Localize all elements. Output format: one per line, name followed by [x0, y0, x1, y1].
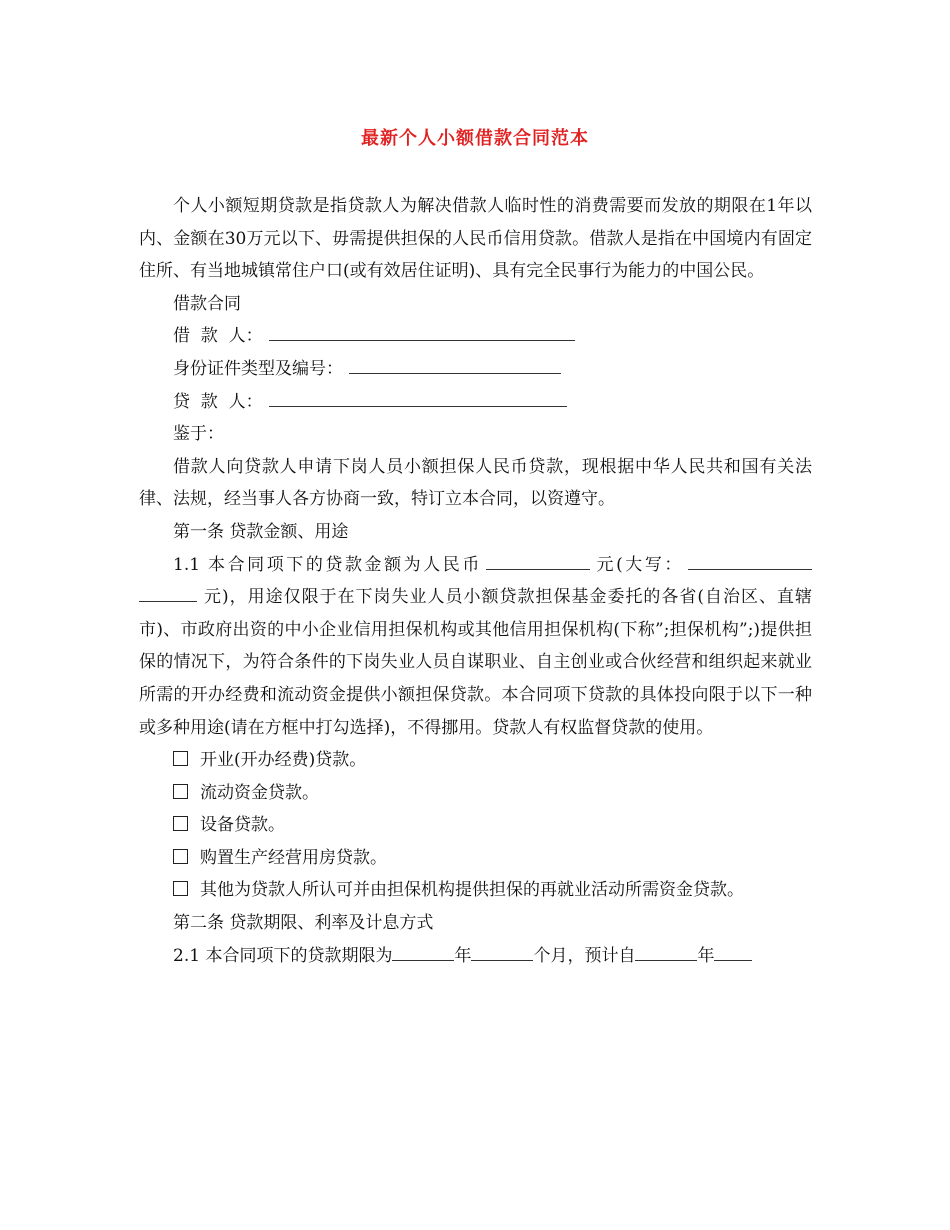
borrower-line: [139, 320, 812, 353]
start-month-blank[interactable]: [714, 943, 752, 961]
id-line: [139, 353, 812, 386]
article1-heading: 第一条 贷款金额、用途: [173, 521, 349, 542]
clause-1-1: [139, 549, 812, 745]
option-item: [139, 842, 812, 875]
checkbox-icon[interactable]: [173, 881, 188, 896]
term-months-blank[interactable]: [471, 943, 533, 961]
whereas-paragraph: 借款人向贷款人申请下岗人员小额担保人民币贷款，现根据中华人民共和国有关法律、法规，经当事人各方协商一致，特订立本合同，以资遵守。: [139, 456, 812, 510]
lender-line: [139, 386, 812, 419]
start-year-blank[interactable]: [635, 943, 697, 961]
clause-2-1-year: 年: [454, 945, 472, 966]
option-item: [139, 777, 812, 810]
borrower-label: 借 款 人：: [173, 326, 263, 347]
document-body: [139, 190, 812, 972]
clause-1-1-part-b: 元(大写：: [593, 554, 684, 575]
clause-2-1: [139, 940, 812, 973]
option-item: [139, 809, 812, 842]
option-label: 流动资金贷款。: [200, 782, 319, 803]
checkbox-icon[interactable]: [173, 784, 188, 799]
clause-2-1-year2: 年: [697, 945, 715, 966]
lender-label: 贷 款 人：: [173, 391, 263, 412]
article2-heading: 第二条 贷款期限、利率及计息方式: [173, 913, 434, 934]
id-label: 身份证件类型及编号：: [173, 358, 343, 379]
amount-blank[interactable]: [486, 552, 590, 570]
option-label: 开业(开办经费)贷款。: [200, 750, 367, 771]
document-title: 最新个人小额借款合同范本: [361, 128, 589, 149]
borrower-blank[interactable]: [269, 323, 575, 341]
amount-words-blank-cont[interactable]: [139, 584, 197, 602]
contract-heading: 借款合同: [173, 293, 241, 314]
checkbox-icon[interactable]: [173, 816, 188, 831]
clause-2-1-part-a: 2.1 本合同项下的贷款期限为: [173, 945, 393, 966]
checkbox-icon[interactable]: [173, 849, 188, 864]
option-label: 购置生产经营用房贷款。: [200, 847, 387, 868]
clause-1-1-part-c: 元)，用途仅限于在下岗失业人员小额贷款担保基金委托的各省(自治区、直辖市)、市政府出资的中小企业信用担保机构或其他信用担保机构(下称”;担保机构”;)提供担保的情况下，为符合条件的下岗失业人员自谋职业、自主创业或合伙经营和组织起来就业所需的开办经费和流动资金提供小额担保贷款。本合同项下贷款的具体投向限于以下一种或多种用途(请在方框中打勾选择)，不得挪用。贷款人有权监督贷款的使用。: [139, 587, 812, 738]
clause-1-1-part-a: 1.1 本合同项下的贷款金额为人民币: [173, 554, 482, 575]
amount-words-blank[interactable]: [688, 552, 812, 570]
option-item: [139, 874, 812, 907]
term-years-blank[interactable]: [392, 943, 454, 961]
id-blank[interactable]: [349, 356, 561, 374]
option-label: 其他为贷款人所认可并由担保机构提供担保的再就业活动所需资金贷款。: [200, 880, 744, 901]
checkbox-icon[interactable]: [173, 751, 188, 766]
intro-paragraph: 个人小额短期贷款是指贷款人为解决借款人临时性的消费需要而发放的期限在1年以内、金额在30万元以下、毋需提供担保的人民币信用贷款。借款人是指在中国境内有固定住所、有当地城镇常住户口(或有效居住证明)、具有完全民事行为能力的中国公民。: [139, 196, 812, 282]
option-label: 设备贷款。: [200, 815, 285, 836]
whereas-label: 鉴于：: [173, 424, 224, 445]
option-item: [139, 744, 812, 777]
clause-2-1-month: 个月，预计自: [533, 945, 636, 966]
lender-blank[interactable]: [269, 389, 567, 407]
